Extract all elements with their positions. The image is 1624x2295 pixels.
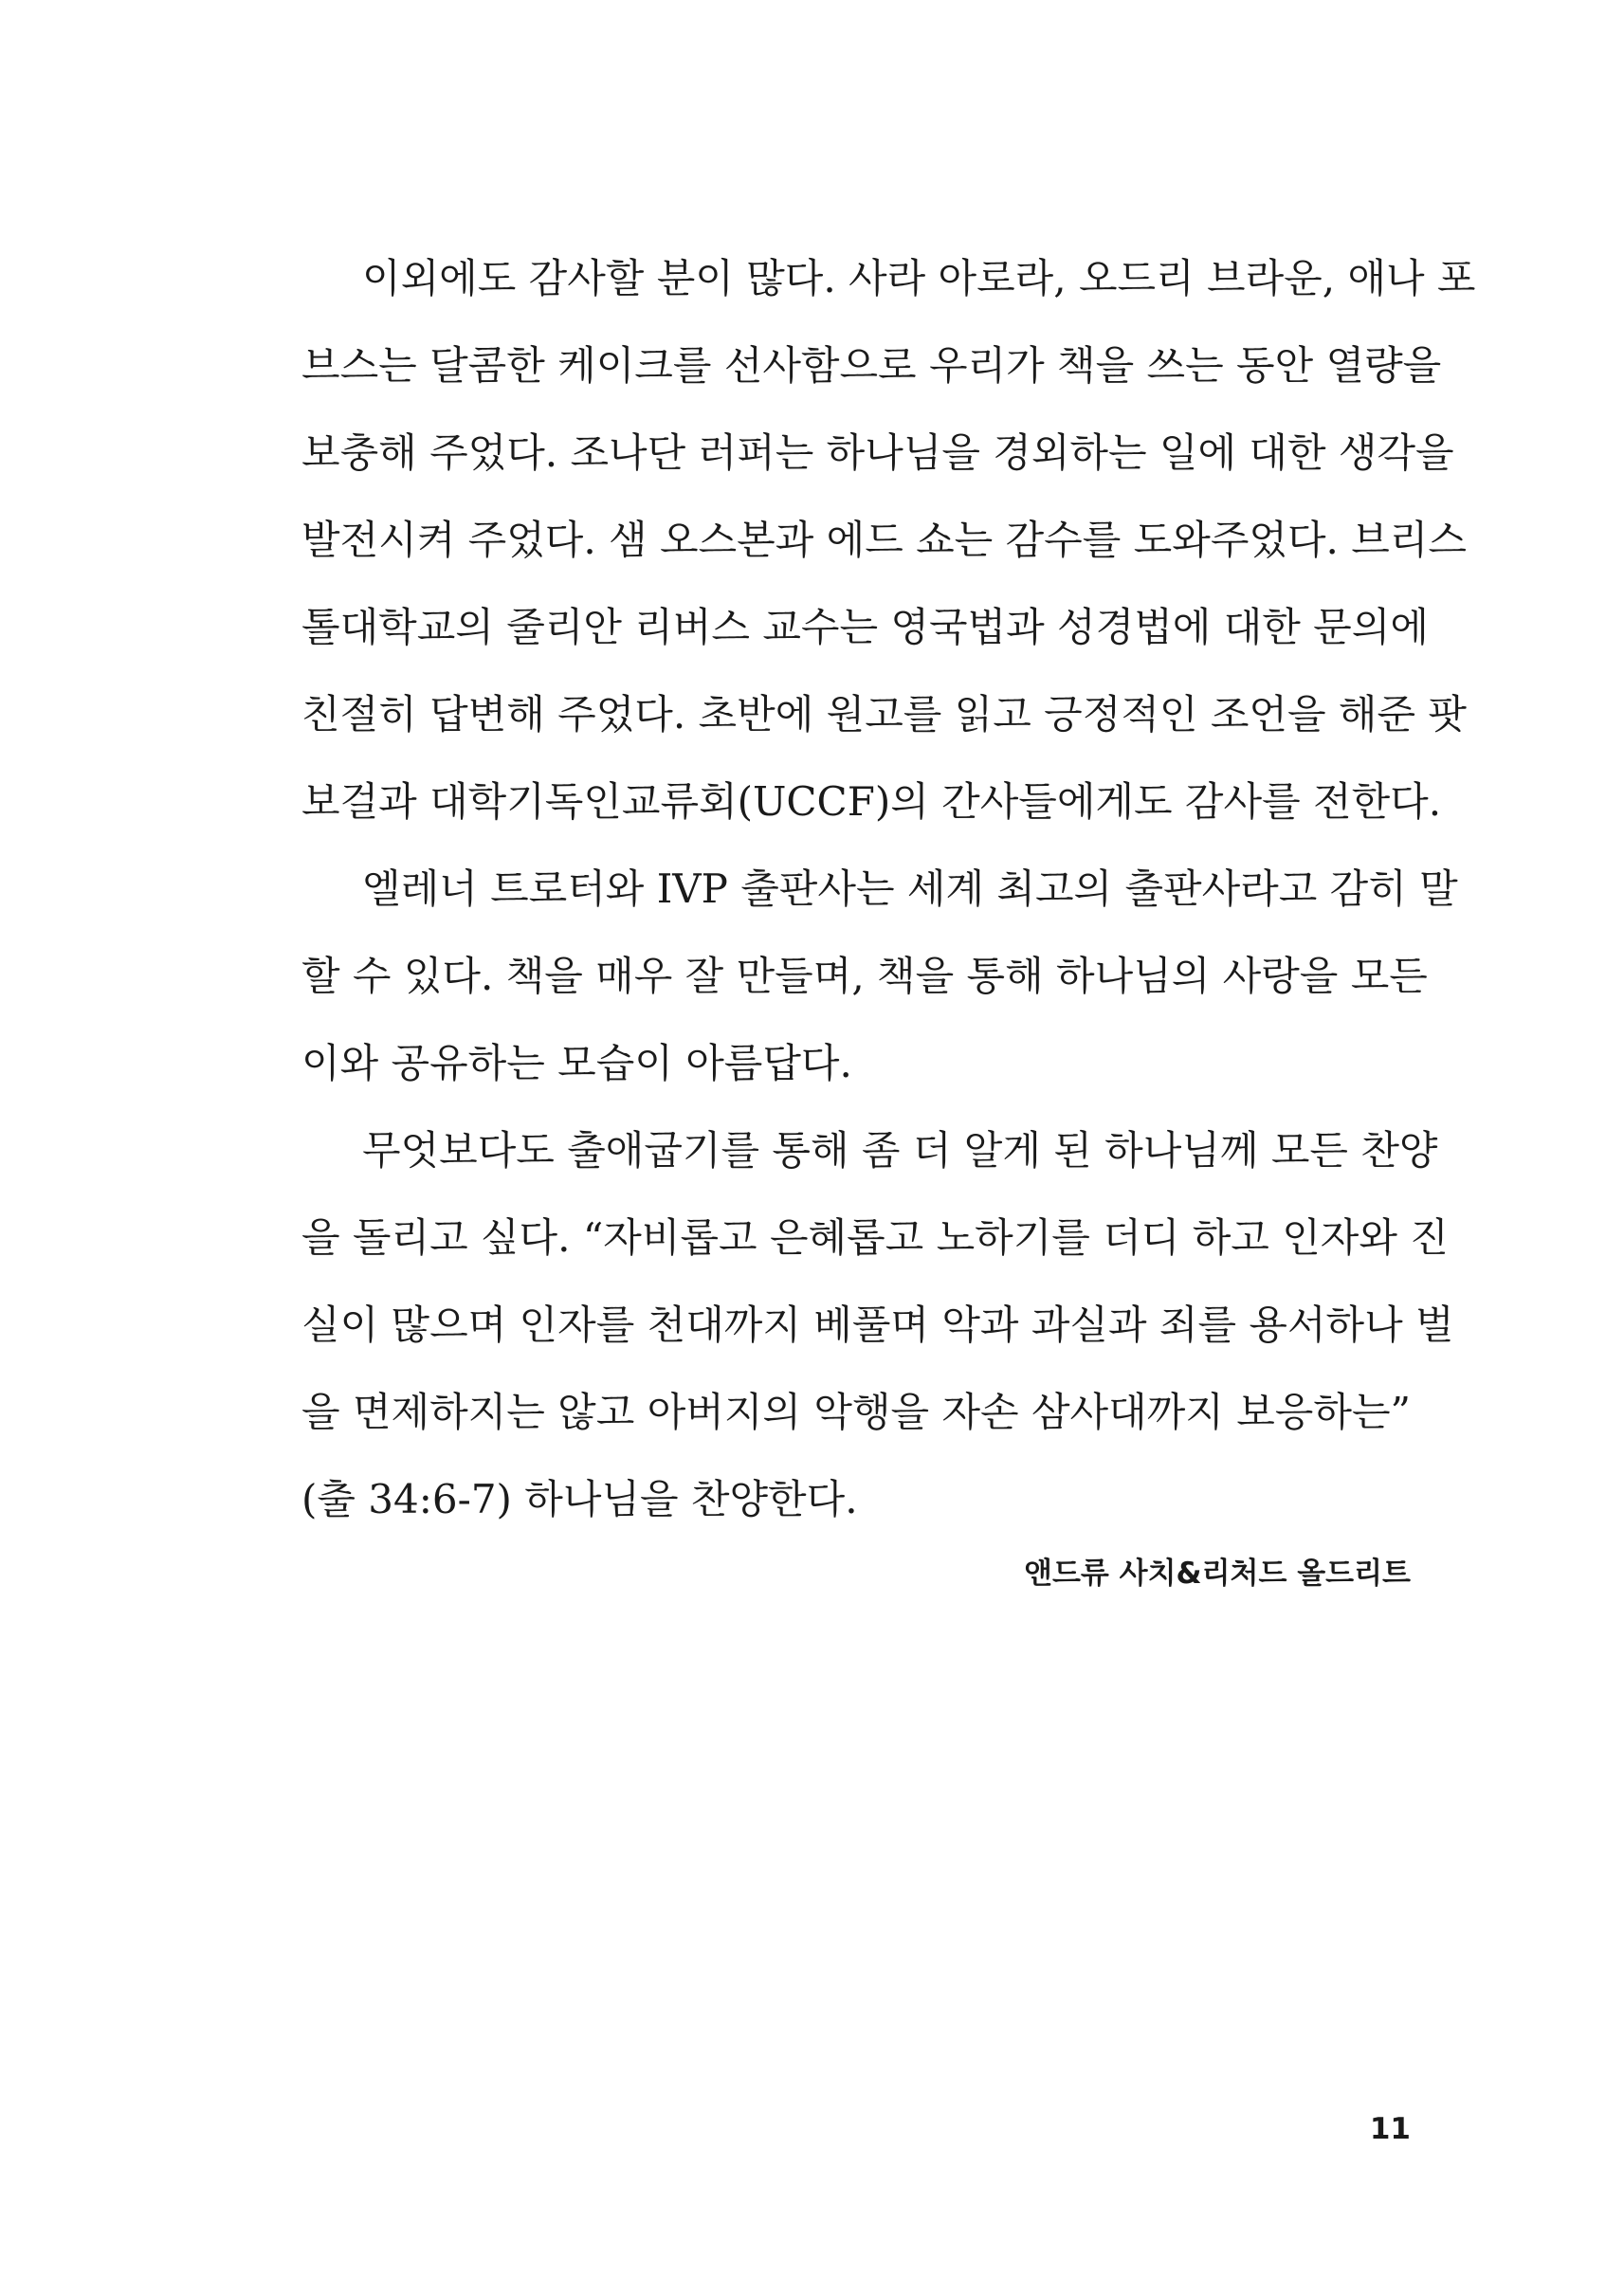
paragraph-line: 실이 많으며 인자를 천대까지 베풀며 악과 과실과 죄를 용서하나 벌	[301, 1302, 1454, 1348]
paragraph-line: 무엇보다도 출애굽기를 통해 좀 더 알게 된 하나님께 모든 찬양	[362, 1127, 1438, 1174]
paragraph-line: 톨대학교의 줄리안 리버스 교수는 영국법과 성경법에 대한 문의에	[301, 604, 1429, 650]
page-number: 11	[1369, 2112, 1411, 2146]
paragraph-line: 발전시켜 주었다. 샘 오스본과 에드 쇼는 감수를 도와주었다. 브리스	[301, 517, 1467, 563]
paragraph-line: 브스는 달콤한 케이크를 선사함으로 우리가 책을 쓰는 동안 열량을	[301, 342, 1442, 389]
body-text	[301, 235, 1476, 1543]
paragraph-line: 보걸과 대학기독인교류회(UCCF)의 간사들에게도 감사를 전한다.	[301, 778, 1442, 825]
author-signature: 앤드류 사치&리처드 올드리트	[1024, 1557, 1411, 1591]
paragraph-line: (출 34:6-7) 하나님을 찬양한다.	[301, 1476, 858, 1522]
paragraph-line: 이와 공유하는 모습이 아름답다.	[301, 1040, 852, 1086]
paragraph-line: 이외에도 감사할 분이 많다. 사라 아로라, 오드리 브라운, 애나 포	[362, 255, 1476, 301]
paragraph-line: 엘레너 트로터와 IVP 출판사는 세계 최고의 출판사라고 감히 말	[362, 865, 1458, 912]
paragraph-line: 할 수 있다. 책을 매우 잘 만들며, 책을 통해 하나님의 사랑을 모든	[301, 953, 1428, 999]
paragraph-line: 을 돌리고 싶다. “자비롭고 은혜롭고 노하기를 더디 하고 인자와 진	[301, 1214, 1449, 1261]
paragraph-line: 을 면제하지는 않고 아버지의 악행을 자손 삼사대까지 보응하는”	[301, 1389, 1411, 1435]
paragraph-line: 보충해 주었다. 조나단 러퍼는 하나님을 경외하는 일에 대한 생각을	[301, 429, 1454, 476]
paragraph-line: 친절히 답변해 주었다. 초반에 원고를 읽고 긍정적인 조언을 해준 팟	[301, 691, 1467, 738]
